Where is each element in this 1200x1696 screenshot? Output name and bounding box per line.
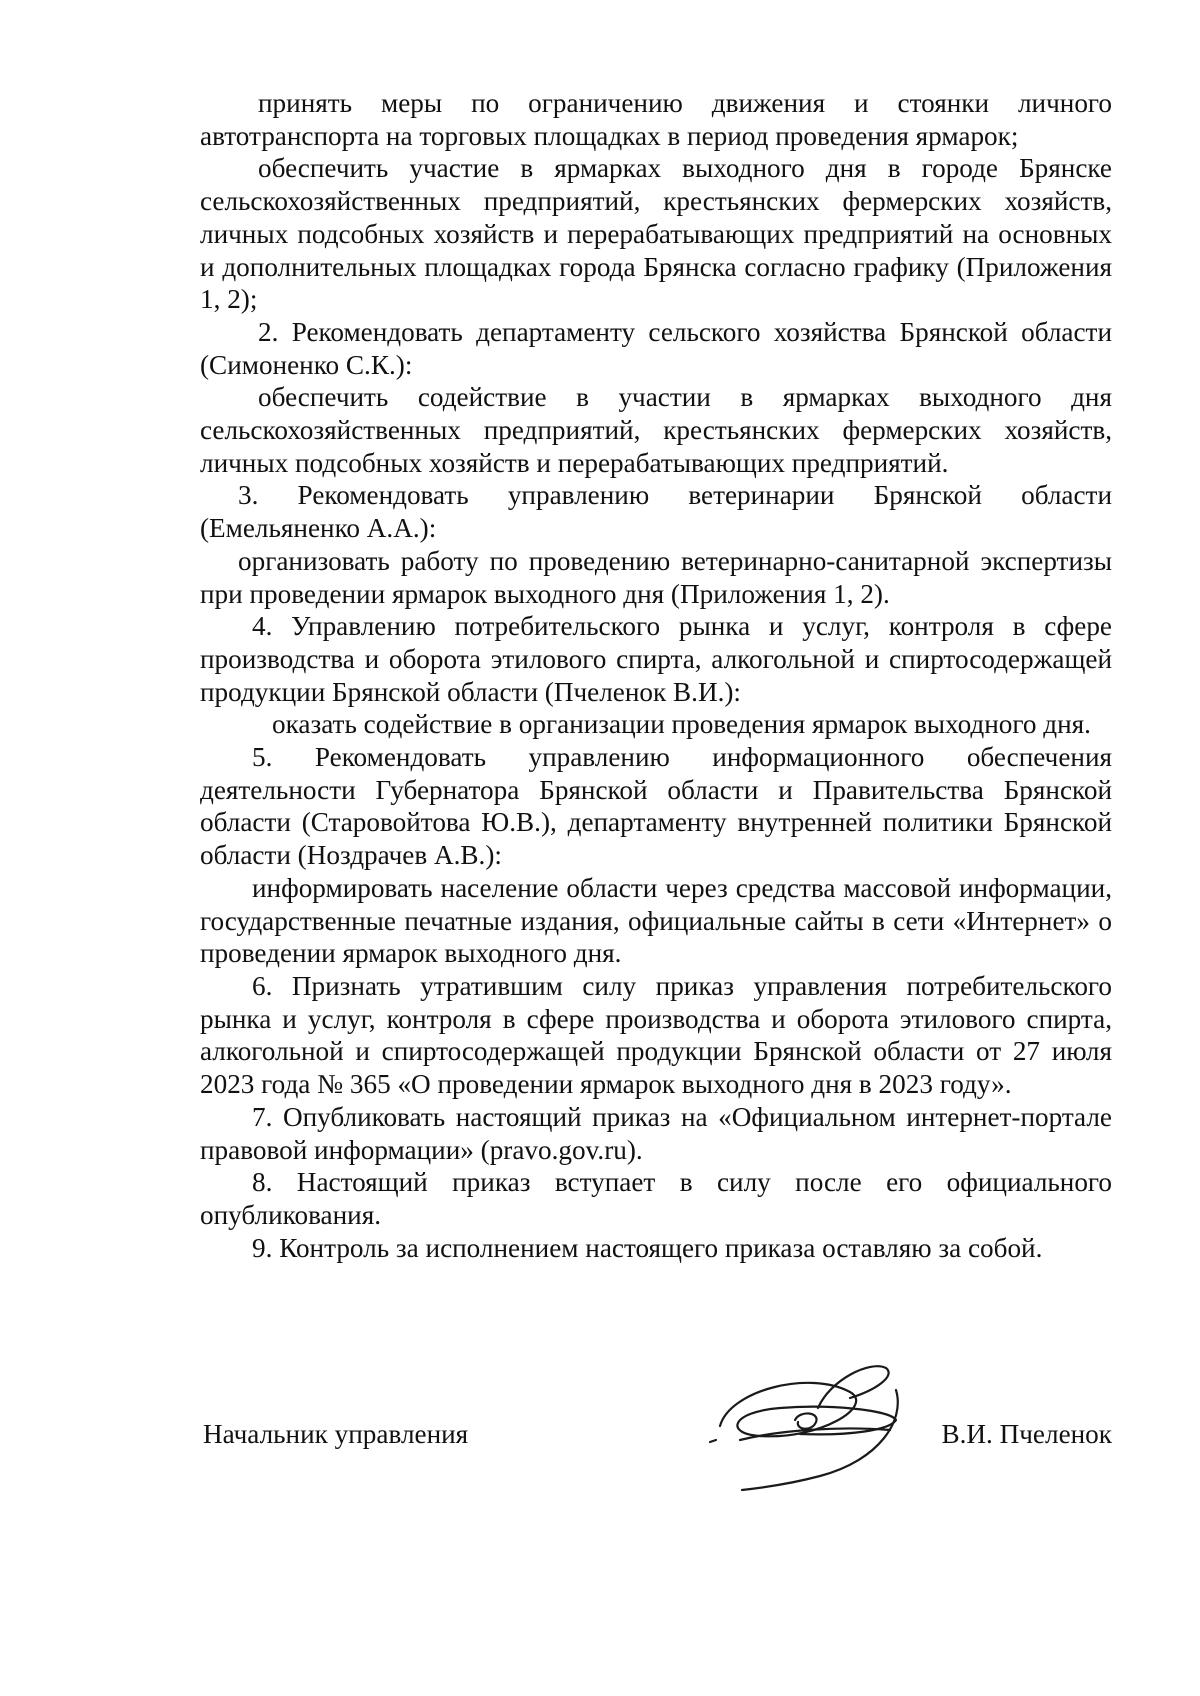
order-body-text: [200, 87, 1112, 1264]
paragraph-item-5: 5. Рекомендовать управлению информационного обеспечения деятельности Губернатора Брянской области и Правительства Брянской области (Старовойтова Ю.В.), департаменту внутренней политики Брянской области (Ноздрачев А.В.):: [200, 742, 1112, 871]
paragraph-item-9: 9. Контроль за исполнением настоящего приказа оставляю за собой.: [252, 1232, 1043, 1263]
paragraph-item-3-expertise: организовать работу по проведению ветеринарно-санитарной экспертизы при проведении ярмарок выходного дня (Приложения 1, 2).: [200, 545, 1112, 609]
paragraph-item-4: 4. Управлению потребительского рынка и услуг, контроля в сфере производства и оборота этилового спирта, алкогольной и спиртосодержащей продукции Брянской области (Пчеленок В.И.):: [200, 611, 1112, 707]
paragraph-item-5-inform: информировать население области через средства массовой информации, государственные печатные издания, официальные сайты в сети «Интернет» о проведении ярмарок выходного дня.: [200, 872, 1112, 969]
paragraph-item-3: 3. Рекомендовать управлению ветеринарии Брянской области (Емельяненко А.А.):: [200, 480, 1112, 544]
paragraph-item-2: 2. Рекомендовать департаменту сельского хозяйства Брянской области (Симоненко С.К.):: [200, 316, 1112, 380]
paragraph-ensure-participation: обеспечить участие в ярмарках выходного дня в городе Брянске сельскохозяйственных предприятий, крестьянских фермерских хозяйств, личных подсобных хозяйств и перерабатывающих предприятий на основных и дополнительных площадках города Брянска согласно графику (Приложения 1, 2);: [200, 153, 1112, 315]
handwritten-signature: [700, 1350, 920, 1510]
signer-position: Начальник управления: [203, 1419, 469, 1449]
signer-name: В.И. Пчеленок: [941, 1419, 1112, 1449]
paragraph-limit-traffic: принять меры по ограничению движения и стоянки личного автотранспорта на торговых площадках в период проведения ярмарок;: [200, 88, 1112, 151]
paragraph-item-2-assist: обеспечить содействие в участии в ярмарках выходного дня сельскохозяйственных предприятий, крестьянских фермерских хозяйств, личных подсобных хозяйств и перерабатывающих предприятий.: [200, 382, 1112, 478]
paragraph-item-8: 8. Настоящий приказ вступает в силу после его официального опубликования.: [200, 1167, 1112, 1230]
paragraph-item-4-assist: оказать содействие в организации проведения ярмарок выходного дня.: [272, 709, 1091, 740]
paragraph-item-6: 6. Признать утратившим силу приказ управления потребительского рынка и услуг, контроля в сфере производства и оборота этилового спирта, алкогольной и спиртосодержащей продукции Брянской области от 27 июля 2023 года № 365 «О проведении ярмарок выходного дня в 2023 году».: [200, 970, 1112, 1100]
paragraph-item-7: 7. Опубликовать настоящий приказ на «Официальном интернет-портале правовой информации» (pravo.gov.ru).: [200, 1101, 1112, 1165]
